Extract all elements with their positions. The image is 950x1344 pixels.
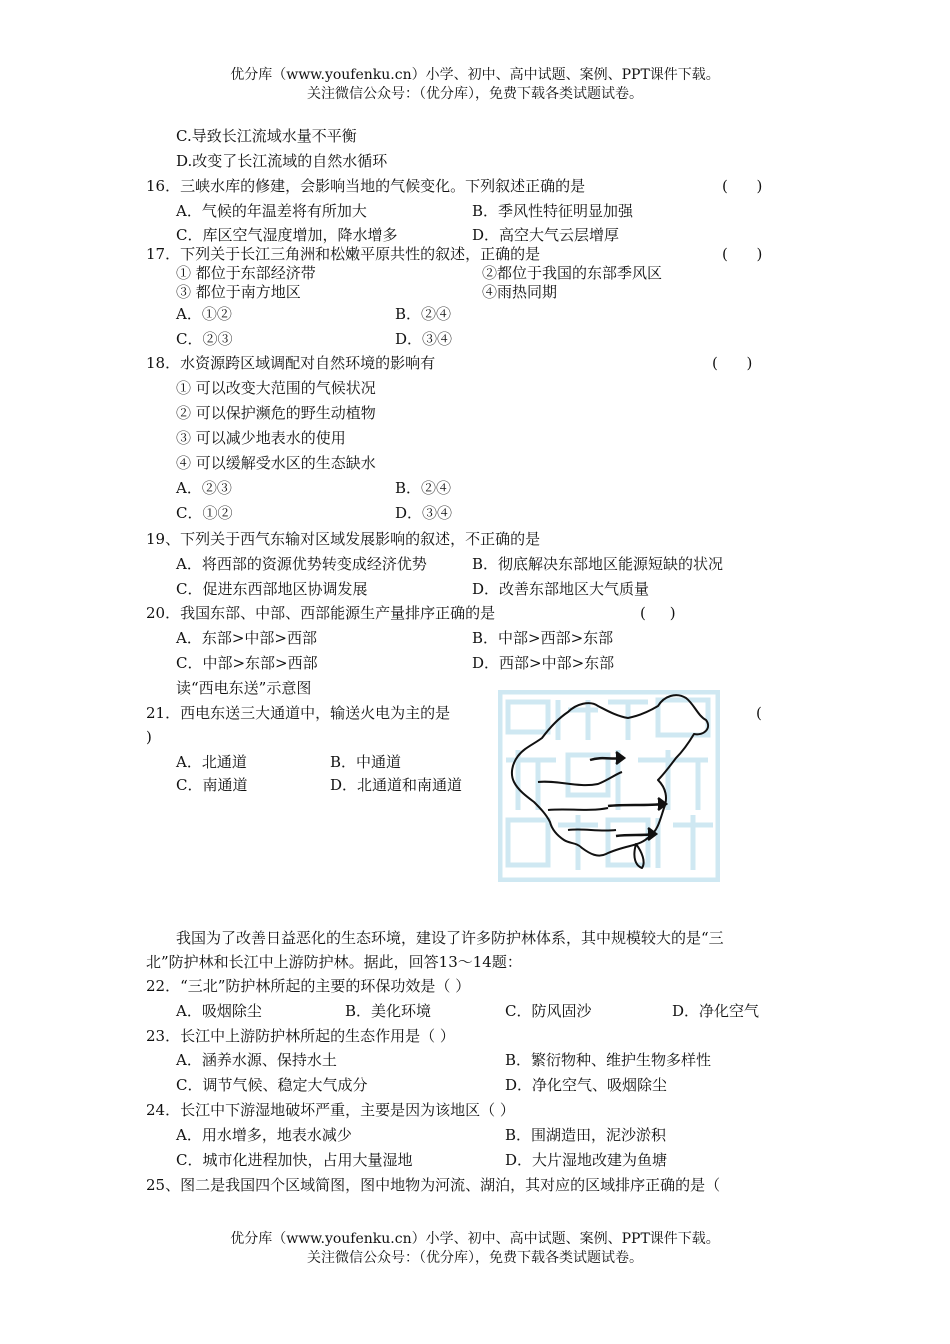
q20-option-c: C．中部>东部>西部 <box>176 654 318 672</box>
q21-paren-close: ) <box>146 728 152 746</box>
q18-statement-3: ③ 可以减少地表水的使用 <box>176 429 346 447</box>
q22-option-a: A．吸烟除尘 <box>176 1002 262 1020</box>
q17-option-b: B．②④ <box>395 305 452 323</box>
q23-option-c: C．调节气候、稳定大气成分 <box>176 1076 368 1094</box>
q18-option-c: C．①② <box>176 504 233 522</box>
q23-option-b: B．繁衍物种、维护生物多样性 <box>505 1051 712 1069</box>
q20-answer-paren: ( ) <box>640 604 676 622</box>
q17-option-c: C．②③ <box>176 330 233 348</box>
q22-option-c: C．防风固沙 <box>505 1002 592 1020</box>
q17-statement-1: ① 都位于东部经济带 <box>176 264 316 282</box>
q17-option-d: D．③④ <box>395 330 453 348</box>
q19-stem: 19、下列关于西气东输对区域发展影响的叙述，不正确的是 <box>146 530 541 548</box>
q17-statement-4: ④雨热同期 <box>482 283 558 301</box>
west-east-power-map <box>498 690 720 882</box>
q20-stem: 20．我国东部、中部、西部能源生产量排序正确的是 <box>146 604 496 622</box>
q18-option-d: D．③④ <box>395 504 453 522</box>
q16-answer-paren: ( ) <box>722 177 763 195</box>
q18-stem: 18．水资源跨区域调配对自然环境的影响有 <box>146 354 436 372</box>
q25-stem: 25、图二是我国四个区域简图，图中地物为河流、湖泊，其对应的区域排序正确的是（ <box>146 1176 721 1194</box>
q22-option-b: B．美化环境 <box>345 1002 432 1020</box>
q21-option-b: B．中通道 <box>330 753 402 771</box>
q21-option-a: A．北通道 <box>176 753 247 771</box>
map-caption: 读“西电东送”示意图 <box>176 679 312 697</box>
page-header-line1: 优分库（www.youfenku.cn）小学、初中、高中试题、案例、PPT课件下载。 <box>230 67 720 83</box>
q15-option-c: C.导致长江流域水量不平衡 <box>176 127 357 145</box>
q21-option-c: C．南通道 <box>176 776 248 794</box>
q23-stem: 23．长江中上游防护林所起的生态作用是（ ） <box>146 1027 455 1045</box>
north-channel-arrowhead <box>616 752 624 764</box>
q16-option-b: B．季风性特征明显加强 <box>472 202 634 220</box>
q20-option-b: B．中部>西部>东部 <box>472 629 614 647</box>
q23-option-a: A．涵养水源、保持水土 <box>176 1051 337 1069</box>
q18-statement-4: ④ 可以缓解受水区的生态缺水 <box>176 454 376 472</box>
q16-option-c: C．库区空气湿度增加，降水增多 <box>176 226 398 244</box>
page-header-line2: 关注微信公众号：（优分库），免费下载各类试题试卷。 <box>307 86 643 102</box>
intro-line-1: 我国为了改善日益恶化的生态环境，建设了许多防护林体系，其中规模较大的是“三 <box>176 929 724 947</box>
q19-option-d: D．改善东部地区大气质量 <box>472 580 650 598</box>
q18-answer-paren: ( ) <box>712 354 753 372</box>
q16-option-d: D．高空大气云层增厚 <box>472 226 620 244</box>
q16-stem: 16．三峡水库的修建，会影响当地的气候变化。下列叙述正确的是 <box>146 177 586 195</box>
q18-statement-1: ① 可以改变大范围的气候状况 <box>176 379 376 397</box>
q21-stem: 21．西电东送三大通道中，输送火电为主的是 <box>146 704 451 722</box>
q17-answer-paren: ( ) <box>722 245 763 263</box>
q19-option-c: C．促进东西部地区协调发展 <box>176 580 368 598</box>
q18-option-b: B．②④ <box>395 479 452 497</box>
q16-option-a: A．气候的年温差将有所加大 <box>176 202 367 220</box>
q19-option-b: B．彻底解决东部地区能源短缺的状况 <box>472 555 724 573</box>
q15-option-d: D.改变了长江流域的自然水循环 <box>176 152 388 170</box>
q18-option-a: A．②③ <box>176 479 232 497</box>
q22-stem: 22．“三北”防护林所起的主要的环保功效是（ ） <box>146 977 471 995</box>
q24-stem: 24．长江中下游湿地破坏严重，主要是因为该地区（ ） <box>146 1101 515 1119</box>
q24-option-d: D．大片湿地改建为鱼塘 <box>505 1151 668 1169</box>
q17-statement-3: ③ 都位于南方地区 <box>176 283 301 301</box>
q23-option-d: D．净化空气、吸烟除尘 <box>505 1076 668 1094</box>
intro-line-2: 北”防护林和长江中上游防护林。据此，回答13～14题： <box>146 953 522 971</box>
q17-stem: 17．下列关于长江三角洲和松嫩平原共性的叙述，正确的是 <box>146 245 541 263</box>
q17-statement-2: ②都位于我国的东部季风区 <box>482 264 663 282</box>
q19-option-a: A．将西部的资源优势转变成经济优势 <box>176 555 427 573</box>
q20-option-d: D．西部>中部>东部 <box>472 654 615 672</box>
q18-statement-2: ② 可以保护濒危的野生动植物 <box>176 404 376 422</box>
q21-option-d: D．北通道和南通道 <box>330 776 463 794</box>
q24-option-b: B．围湖造田，泥沙淤积 <box>505 1126 667 1144</box>
q17-option-a: A．①② <box>176 305 232 323</box>
q21-paren-open: ( <box>756 704 762 722</box>
middle-channel-arrow <box>608 804 664 806</box>
q22-option-d: D．净化空气 <box>672 1002 760 1020</box>
q24-option-a: A．用水增多，地表水减少 <box>176 1126 352 1144</box>
page-footer-line2: 关注微信公众号：（优分库），免费下载各类试题试卷。 <box>307 1250 643 1266</box>
q24-option-c: C．城市化进程加快，占用大量湿地 <box>176 1151 413 1169</box>
q20-option-a: A．东部>中部>西部 <box>176 629 317 647</box>
page-footer-line1: 优分库（www.youfenku.cn）小学、初中、高中试题、案例、PPT课件下载。 <box>230 1231 720 1247</box>
